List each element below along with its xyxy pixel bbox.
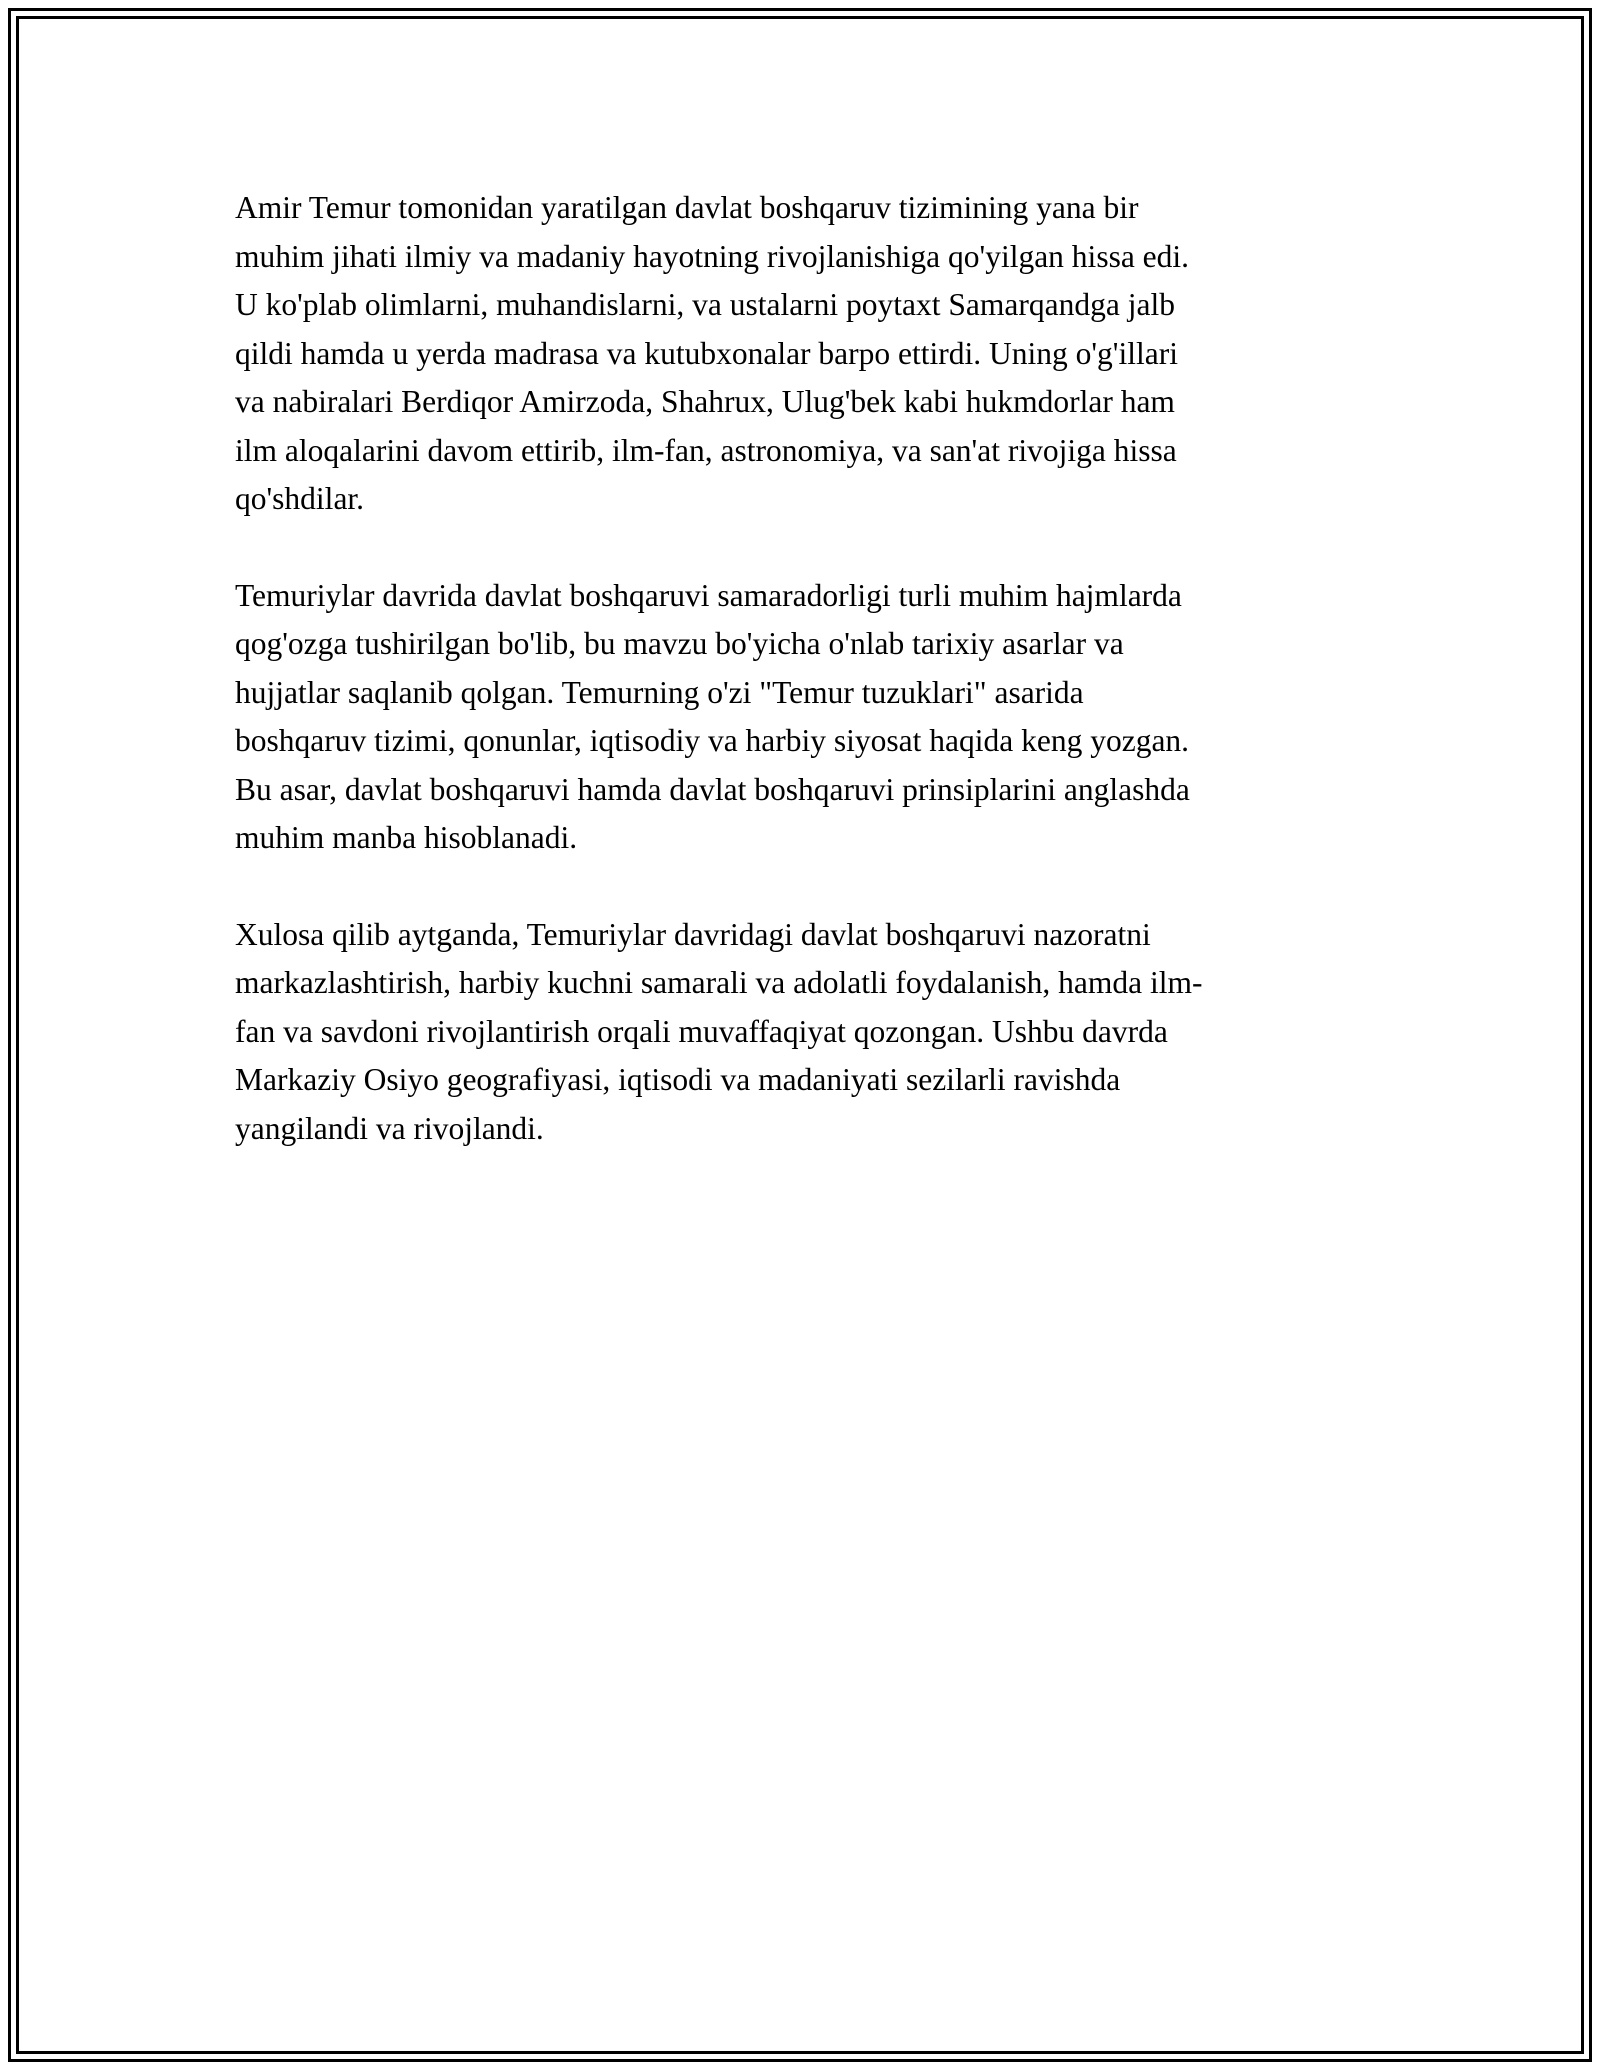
document-body bbox=[235, 184, 1385, 1201]
paragraph: Temuriylar davrida davlat boshqaruvi samaradorligi turli muhim hajmlarda qog'ozga tushirilgan bo'lib, bu mavzu bo'yicha o'nlab tarixiy asarlar va hujjatlar saqlanib qolgan. Temurning o'zi "Temur tuzuklari" asarida boshqaruv tizimi, qonunlar, iqtisodiy va harbiy siyosat haqida keng yozgan. Bu asar, davlat boshqaruvi hamda davlat boshqaruvi prinsiplarini anglashda muhim manba hisoblanadi. bbox=[235, 577, 1190, 855]
paragraph: Amir Temur tomonidan yaratilgan davlat boshqaruv tizimining yana bir muhim jihati ilmiy va madaniy hayotning rivojlanishiga qo'yilgan hissa edi. U ko'plab olimlarni, muhandislarni, va ustalarni poytaxt Samarqandga jalb qildi hamda u yerda madrasa va kutubxonalar barpo ettirdi. Uning o'g'illari va nabiralari Berdiqor Amirzoda, Shahrux, Ulug'bek kabi hukmdorlar ham ilm aloqalarini davom ettirib, ilm-fan, astronomiya, va san'at rivojiga hissa qo'shdilar. bbox=[235, 190, 1190, 516]
paragraph: Xulosa qilib aytganda, Temuriylar davridagi davlat boshqaruvi nazoratni markazlashtirish, harbiy kuchni samarali va adolatli foydalanish, hamda ilm- fan va savdoni rivojlantirish orqali muvaffaqiyat qozongan. Ushbu davrda Markaziy Osiyo geografiyasi, iqtisodi va madaniyati sezilarli ravishda yangilandi va rivojlandi. bbox=[235, 916, 1203, 1146]
